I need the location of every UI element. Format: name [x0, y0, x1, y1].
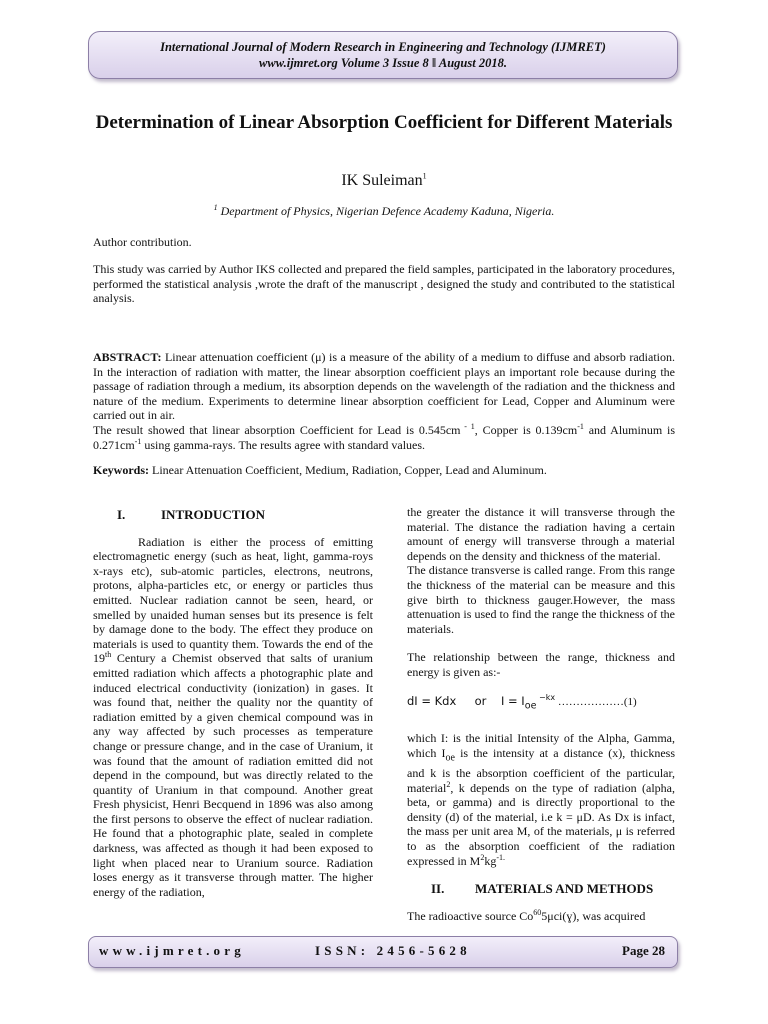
- author-sup: 1: [422, 171, 427, 181]
- equation-intensity: I = I: [500, 693, 525, 708]
- methods-number: II.: [431, 881, 445, 897]
- journal-header: [88, 31, 678, 79]
- result-lead-sup: - 1: [460, 421, 475, 431]
- p4-sup3: -1.: [496, 852, 505, 862]
- right-paragraph-1: the greater the distance it will transverse through the material. The distance the radiation having a certain amount of energy will transverse through a material depends on the density and thickness of the material.: [407, 505, 675, 563]
- keywords: [93, 463, 675, 478]
- abstract-label: ABSTRACT:: [93, 350, 162, 364]
- equation-sub: oe: [524, 699, 537, 711]
- methods-paragraph: [407, 909, 675, 924]
- p4-text-a: which I: is the initial Intensity of the Alpha, Gamma, which I: [407, 731, 675, 761]
- result-copper-sup: -1: [577, 421, 584, 431]
- p4-sup: 2: [446, 779, 451, 789]
- paper-title: Determination of Linear Absorption Coefficient for Different Materials: [95, 112, 673, 133]
- intro-number: I.: [117, 507, 126, 522]
- p4-text-b: is the intensity at a distance (x), thickness and k is the absorption coefficient of the particular, material: [407, 746, 675, 795]
- affiliation: [0, 204, 768, 219]
- author-line: [0, 172, 768, 190]
- abstract-results: [93, 423, 675, 452]
- result-conclusion: using gamma-rays. The results agree with standard values.: [141, 437, 426, 452]
- left-column: [93, 508, 373, 899]
- methods-sup: 60: [533, 907, 542, 917]
- footer-website: www.ijmret.org: [99, 943, 245, 958]
- equation-or: or: [474, 693, 487, 708]
- methods-heading-text: MATERIALS AND METHODS: [475, 881, 654, 897]
- result-aluminum: and Aluminum is 0.271cm: [93, 422, 675, 452]
- journal-name: International Journal of Modern Research in Engineering and Technology (IJMRET): [160, 40, 606, 54]
- intro-heading-text: INTRODUCTION: [161, 507, 266, 522]
- abstract: [93, 350, 675, 452]
- contribution-text: This study was carried by Author IKS collected and prepared the field samples, participated in the laboratory procedures, performed the statistical analysis ,wrote the draft of the manuscript , designed the study and contributed to the statistical analysis.: [93, 262, 675, 306]
- keywords-label: Keywords:: [93, 463, 149, 477]
- footer-issn: ISSN: 2456-5628: [315, 943, 471, 958]
- keywords-text: Linear Attenuation Coefficient, Medium, Radiation, Copper, Lead and Aluminum.: [149, 463, 547, 477]
- right-paragraph-4: [407, 731, 675, 868]
- methods-text-a: The radioactive source Co: [407, 908, 534, 923]
- footer-page-number: Page 28: [622, 943, 665, 958]
- result-copper: , Copper is 0.139cm: [474, 422, 578, 437]
- p4-sup2: 2: [480, 852, 485, 862]
- right-paragraph-3: The relationship between the range, thickness and energy is given as:-: [407, 650, 675, 679]
- p4-text-c: , k depends on the type of radiation (alpha, beta, or gamma) and is directly proportional to the density (d) of the material, i.e k = μD. As Dx is infact, the mass per unit area M, of the materials, μ is referred to as the absorption coefficient of the radiation expressed in M: [407, 780, 675, 868]
- p4-sub: oe: [445, 752, 455, 764]
- right-paragraph-2: The distance transverse is called range. From this range the thickness of the material can be measure and this give birth to thickness gauger.However, the mass attenuation is used to find the range the thickness of the materials.: [407, 563, 675, 636]
- methods-heading: [407, 882, 675, 897]
- right-column: [407, 505, 675, 923]
- affiliation-sup: 1: [213, 203, 218, 212]
- author-name: IK Suleiman: [341, 172, 423, 189]
- intro-text-b: Century a Chemist observed that salts of uranium emitted radiation which affects a photographic plate and induced electrical conductivity (ionization) in gases. It was found that, neither the quality nor the quantity of radiation emitted by a given chemical compound was in any way affected by such processes as temperature change or pressure change, and in the case of Uranium, it was found that the amount of radiation emitted did not depend in the compound, but was directly related to the quantity of Uranium in that compound. Another great Fresh physicist, Henri Becquend in 1896 was also among the first persons to observe the effect of nuclear radiation. He found that a photographic plate, sealed in complete darkness, was affected as though it had been exposed to light when placed near to Uranium source. Radiation loses energy as it transverse through matter. The higher energy of the radiation,: [93, 651, 373, 899]
- equation-1: [407, 694, 675, 714]
- result-lead: The result showed that linear absorption Coefficient for Lead is 0.545cm: [93, 422, 461, 437]
- page-footer: [88, 936, 678, 968]
- intro-sup: th: [105, 650, 112, 660]
- abstract-text: Linear attenuation coefficient (μ) is a measure of the ability of a medium to diffuse and absorb radiation. In the interaction of radiation with matter, the linear absorption coefficient plays an important role because during the passage of radiation through a medium, its absorption depends on the wavelength of the radiation and the thickness and nature of the medium. Experiments to determine linear absorption coefficient for Lead, Copper and Aluminum were carried out in air.: [93, 350, 675, 423]
- equation-differential: dI = Kdx: [407, 693, 457, 708]
- methods-text-b: 5μci(ɣ), was acquired: [541, 908, 646, 923]
- intro-heading: [93, 508, 373, 523]
- contribution-label: Author contribution.: [93, 235, 192, 249]
- p4-text-d: kg: [484, 853, 497, 868]
- journal-issue: www.ijmret.org Volume 3 Issue 8 ǁ August 2018.: [259, 56, 507, 70]
- equation-number: ………………(1): [555, 695, 637, 708]
- equation-sup: −kx: [536, 692, 556, 702]
- result-aluminum-sup: -1: [134, 436, 142, 446]
- abstract-paragraph: [93, 350, 675, 423]
- affiliation-text: Department of Physics, Nigerian Defence Academy Kaduna, Nigeria.: [217, 204, 555, 218]
- intro-text-a: Radiation is either the process of emitting electromagnetic energy (such as heat, light, gamma-roys x-rays etc), sub-atomic particles, electrons, neutrons, protons, alpha-particles etc, or energy or particles thus emitted. Nuclear radiation cannot be seen, heard, or smelled by unaided human senses but its presence is felt by damage done to the body. The effect they produce on materials is used to quantity them. Towards the end of the 19: [93, 534, 373, 666]
- intro-paragraph: [93, 535, 373, 900]
